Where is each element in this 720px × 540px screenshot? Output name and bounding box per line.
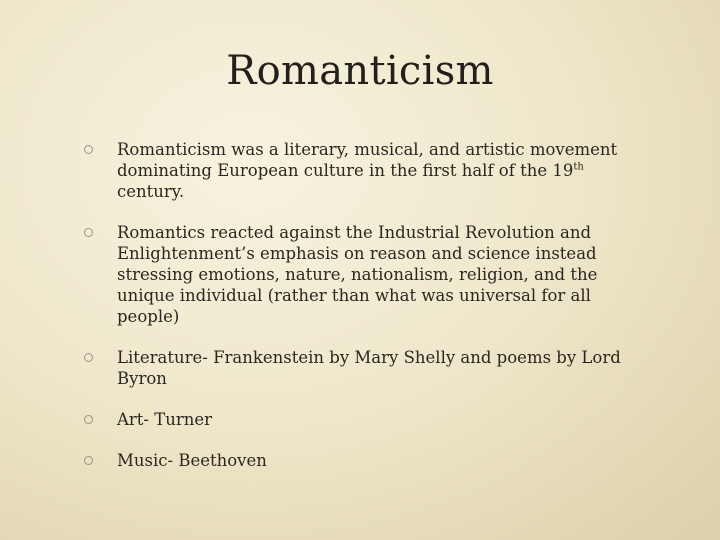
- hollow-circle-icon: [84, 456, 93, 465]
- bullet-text-end: century.: [117, 182, 185, 201]
- ordinal-suffix: th: [573, 161, 584, 173]
- hollow-circle-icon: [84, 353, 93, 362]
- hollow-circle-icon: [84, 415, 93, 424]
- bullet-item-art: [84, 409, 644, 430]
- bullet-item-reaction: [84, 222, 644, 327]
- bullet-text: Romantics reacted against the Industrial Revolution and Enlightenment’s emphasis on reason and science instead stressing emotions, nature, nationalism, religion, and the unique individual (rather than what was universal for all people): [117, 223, 598, 326]
- slide-title: Romanticism: [226, 48, 494, 94]
- bullet-text: Literature- Frankenstein by Mary Shelly and poems by Lord Byron: [117, 348, 621, 388]
- bullet-list: [84, 139, 644, 471]
- bullet-text: Music- Beethoven: [117, 451, 267, 470]
- bullet-text: Art- Turner: [117, 410, 213, 429]
- bullet-text: Romanticism was a literary, musical, and artistic movement dominating European culture in the first half of the 19: [117, 140, 618, 180]
- bullet-item-literature: [84, 347, 644, 389]
- bullet-item-definition: [84, 139, 644, 202]
- hollow-circle-icon: [84, 228, 93, 237]
- bullet-item-music: [84, 450, 644, 471]
- hollow-circle-icon: [84, 145, 93, 154]
